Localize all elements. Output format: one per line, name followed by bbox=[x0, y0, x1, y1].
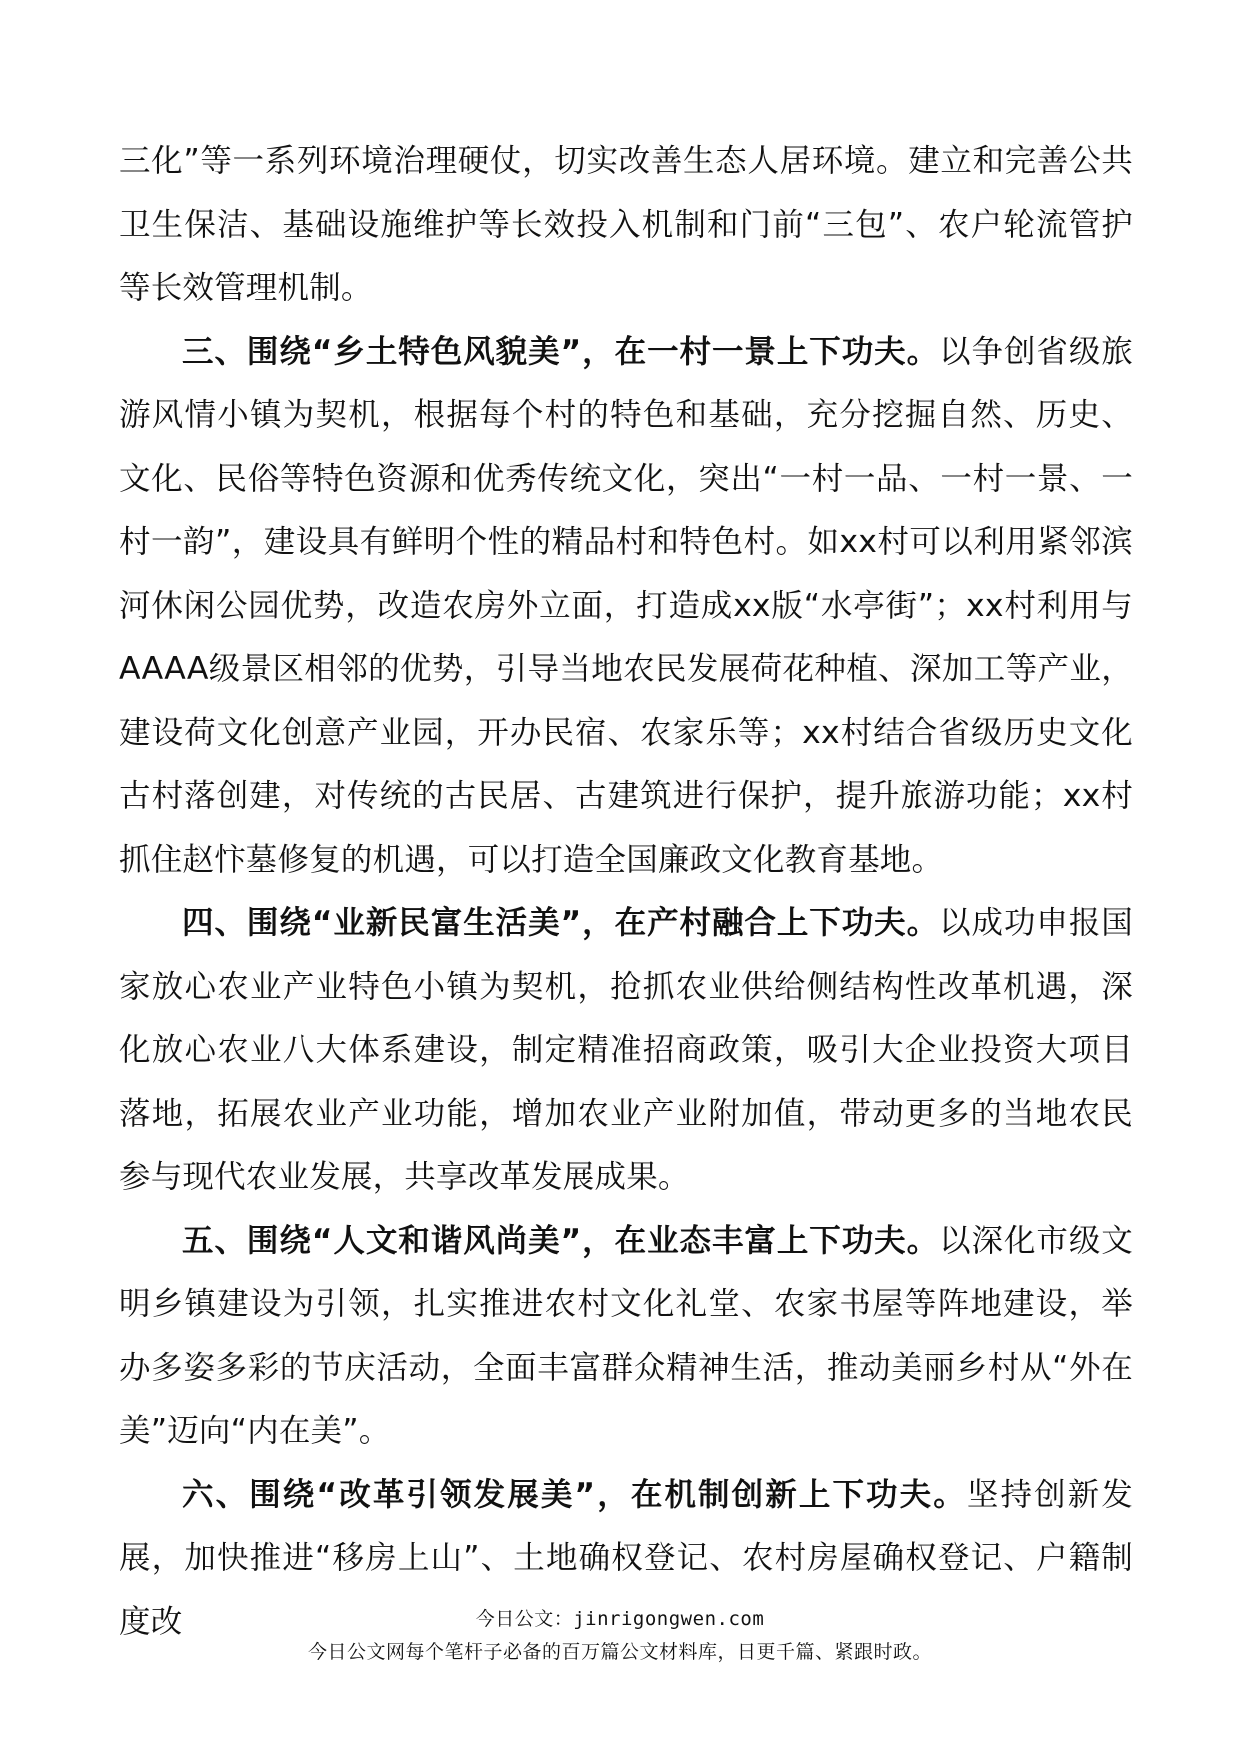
section-heading-3: 三、围绕“乡土特色风貌美”，在一村一景上下功夫。 bbox=[182, 333, 940, 370]
paragraph-text: 三化”等一系列环境治理硬仗，切实改善生态人居环境。建立和完善公共卫生保洁、基础设施维护等长效投入机制和门前“三包”、农户轮流管护等长效管理机制。 bbox=[119, 143, 1133, 306]
section-heading-4: 四、围绕“业新民富生活美”，在产村融合上下功夫。 bbox=[182, 905, 940, 941]
paragraph-section-4 bbox=[119, 892, 1133, 1210]
paragraph-section-5 bbox=[119, 1210, 1133, 1464]
page-footer bbox=[0, 1606, 1240, 1672]
footer-tagline: 今日公文网每个笔杆子必备的百万篇公文材料库，日更千篇、紧跟时政。 bbox=[307, 1641, 932, 1663]
paragraph-section-3 bbox=[119, 321, 1133, 893]
section-heading-6: 六、围绕“改革引领发展美”，在机制创新上下功夫。 bbox=[182, 1476, 967, 1513]
paragraph-text: 以深化市级文明乡镇建设为引领，扎实推进农村文化礼堂、农家书屋等阵地建设，举办多姿多彩的节庆活动，全面丰富群众精神生活，推动美丽乡村从“外在美”迈向“内在美”。 bbox=[119, 1222, 1133, 1449]
paragraph-text: 以成功申报国家放心农业产业特色小镇为契机，抢抓农业供给侧结构性改革机遇，深化放心农业八大体系建设，制定精准招商政策，吸引大企业投资大项目落地，拓展农业产业功能，增加农业产业附加值，带动更多的当地农民参与现代农业发展，共享改革发展成果。 bbox=[119, 905, 1133, 1195]
footer-site-link[interactable]: 今日公文：jinrigongwen.com bbox=[475, 1608, 765, 1630]
paragraph-text: 坚持创新发展，加快推进“移房上山”、土地确权登记、农村房屋确权登记、户籍制度改 bbox=[119, 1476, 1133, 1640]
document-body bbox=[119, 130, 1133, 1654]
paragraph-text: 以争创省级旅游风情小镇为契机，根据每个村的特色和基础，充分挖掘自然、历史、文化、民俗等特色资源和优秀传统文化，突出“一村一品、一村一景、一村一韵”，建设具有鲜明个性的精品村和特色村。如xx村可以利用紧邻滨河休闲公园优势，改造农房外立面，打造成xx版“水亭街”；xx村利用与AAAA级景区相邻的优势，引导当地农民发展荷花种植、深加工等产业，建设荷文化创意产业园，开办民宿、农家乐等；xx村结合省级历史文化古村落创建，对传统的古民居、古建筑进行保护，提升旅游功能；xx村抓住赵忭墓修复的机遇，可以打造全国廉政文化教育基地。 bbox=[119, 333, 1133, 878]
paragraph-continuation bbox=[119, 130, 1133, 321]
section-heading-5: 五、围绕“人文和谐风尚美”，在业态丰富上下功夫。 bbox=[182, 1222, 940, 1259]
